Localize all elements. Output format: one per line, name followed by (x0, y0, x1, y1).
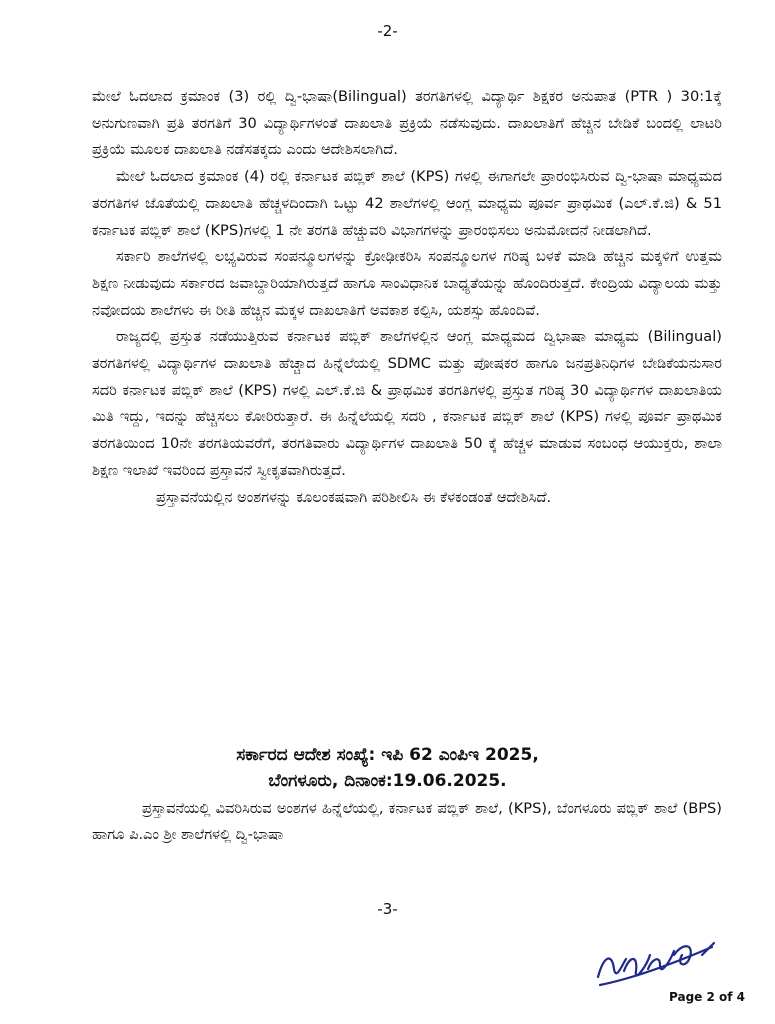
order-paragraph: ಪ್ರಸ್ತಾವನೆಯಲ್ಲಿ ವಿವರಿಸಿರುವ ಅಂಶಗಳ ಹಿನ್ನೆಲೆಯಲ್ಲಿ, ಕರ್ನಾಟಕ ಪಬ್ಲಿಕ್ ಶಾಲೆ, (KPS), ಬೆಂಗಳೂರು ಪಬ್ಲಿಕ್ ಶಾಲೆ (BPS) ಹಾಗೂ ಪಿ.ಎಂ ಶ್ರೀ ಶಾಲೆಗಳಲ್ಲಿ ದ್ವಿ-ಭಾಷಾ (92, 800, 722, 843)
page-number-top: -2- (377, 22, 398, 40)
order-place-date: ಬೆಂಗಳೂರು, ದಿನಾಂಕ:19.06.2025. (268, 771, 507, 791)
paragraph-ptr: ಮೇಲೆ ಓದಲಾದ ಕ್ರಮಾಂಕ (3) ರಲ್ಲಿ ದ್ವಿ-ಭಾಷಾ(Bilingual) ತರಗತಿಗಳಲ್ಲಿ ವಿದ್ಯಾರ್ಥಿ ಶಿಕ್ಷಕರ ಅನುಪಾತ (PTR ) 30:1ಕ್ಕೆ ಅನುಗುಣವಾಗಿ ಪ್ರತಿ ತರಗತಿಗೆ 30 ವಿದ್ಯಾರ್ಥಿಗಳಂತೆ ದಾಖಲಾತಿ ಪ್ರಕ್ರಿಯೆ ನಡೆಸುವುದು. ದಾಖಲಾತಿಗೆ ಹೆಚ್ಚಿನ ಬೇಡಿಕೆ ಬಂದಲ್ಲಿ ಲಾಟರಿ ಪ್ರಕ್ರಿಯೆ ಮೂಲಕ ದಾಖಲಾತಿ ನಡೆಸತಕ್ಕದು ಎಂದು ಆದೇಶಿಸಲಾಗಿದೆ. (92, 88, 722, 159)
page-footer: Page 2 of 4 (669, 990, 745, 1004)
paragraph-proposal: ರಾಜ್ಯದಲ್ಲಿ ಪ್ರಸ್ತುತ ನಡೆಯುತ್ತಿರುವ ಕರ್ನಾಟಕ ಪಬ್ಲಿಕ್ ಶಾಲೆಗಳಲ್ಲಿನ ಆಂಗ್ಲ ಮಾಧ್ಯಮದ ದ್ವಿಭಾಷಾ ಮಾಧ್ಯಮ (Bilingual) ತರಗತಿಗಳಲ್ಲಿ ವಿದ್ಯಾರ್ಥಿಗಳ ದಾಖಲಾತಿ ಹೆಚ್ಚಾದ ಹಿನ್ನೆಲೆಯಲ್ಲಿ SDMC ಮತ್ತು ಪೋಷಕರ ಹಾಗೂ ಜನಪ್ರತಿನಿಧಿಗಳ ಬೇಡಿಕೆಯನುಸಾರ ಸದರಿ ಕರ್ನಾಟಕ ಪಬ್ಲಿಕ್ ಶಾಲೆ (KPS) ಗಳಲ್ಲಿ ಎಲ್.ಕೆ.ಜಿ & ಪ್ರಾಥಮಿಕ ತರಗತಿಗಳಲ್ಲಿ ಪ್ರಸ್ತುತ ಗರಿಷ್ಠ 30 ವಿದ್ಯಾರ್ಥಿಗಳ ದಾಖಲಾತಿಯ ಮಿತಿ ಇದ್ದು, ಇದನ್ನು ಹೆಚ್ಚಿಸಲು ಕೋರಿರುತ್ತಾರೆ. ಈ ಹಿನ್ನೆಲೆಯಲ್ಲಿ ಸದರಿ , ಕರ್ನಾಟಕ ಪಬ್ಲಿಕ್ ಶಾಲೆ (KPS) ಗಳಲ್ಲಿ ಪೂರ್ವ ಪ್ರಾಥಮಿಕ ತರಗತಿಯಿಂದ 10ನೇ ತರಗತಿಯವರೆಗೆ, ತರಗತಿವಾರು ವಿದ್ಯಾರ್ಥಿಗಳ ದಾಖಲಾತಿ 50 ಕ್ಕೆ ಹೆಚ್ಚಳ ಮಾಡುವ ಸಂಬಂಧ ಆಯುಕ್ತರು, ಶಾಲಾ ಶಿಕ್ಷಣ ಇಲಾಖೆ ಇವರಿಂದ ಪ್ರಸ್ತಾವನೆ ಸ್ವೀಕೃತವಾಗಿರುತ್ತದೆ. (92, 328, 722, 479)
paragraph-kps-sections: ಮೇಲೆ ಓದಲಾದ ಕ್ರಮಾಂಕ (4) ರಲ್ಲಿ ಕರ್ನಾಟಕ ಪಬ್ಲಿಕ್ ಶಾಲೆ (KPS) ಗಳಲ್ಲಿ ಈಗಾಗಲೇ ಪ್ರಾರಂಭಿಸಿರುವ ದ್ವಿ-ಭಾಷಾ ಮಾಧ್ಯಮದ ತರಗತಿಗಳ ಜೊತೆಯಲ್ಲಿ ದಾಖಲಾತಿ ಹೆಚ್ಚಳದಿಂದಾಗಿ ಒಟ್ಟು 42 ಶಾಲೆಗಳಲ್ಲಿ ಆಂಗ್ಲ ಮಾಧ್ಯಮ ಪೂರ್ವ ಪ್ರಾಥಮಿಕ (ಎಲ್.ಕೆ.ಜಿ) & 51 ಕರ್ನಾಟಕ ಪಬ್ಲಿಕ್ ಶಾಲೆ (KPS)ಗಳಲ್ಲಿ 1 ನೇ ತರಗತಿ ಹೆಚ್ಚುವರಿ ವಿಭಾಗಗಳನ್ನು ಪ್ರಾರಂಭಿಸಲು ಅನುಮೋದನೆ ನೀಡಲಾಗಿದೆ. (92, 168, 722, 239)
paragraph-order-intro: ಪ್ರಸ್ತಾವನೆಯಲ್ಲಿನ ಅಂಶಗಳನ್ನು ಕೂಲಂಕಷವಾಗಿ ಪರಿಶೀಲಿಸಿ ಈ ಕೆಳಕಂಡಂತೆ ಆದೇಶಿಸಿದೆ. (156, 488, 552, 506)
order-heading (0, 742, 775, 794)
body-text (92, 84, 722, 511)
order-body (92, 796, 722, 848)
signature-icon (590, 925, 720, 995)
page-number-continuation: -3- (377, 900, 398, 918)
paragraph-resources: ಸರ್ಕಾರಿ ಶಾಲೆಗಳಲ್ಲಿ ಲಭ್ಯವಿರುವ ಸಂಪನ್ಮೂಲಗಳನ್ನು ಕ್ರೋಢೀಕರಿಸಿ ಸಂಪನ್ಮೂಲಗಳ ಗರಿಷ್ಠ ಬಳಕೆ ಮಾಡಿ ಹೆಚ್ಚಿನ ಮಕ್ಕಳಿಗೆ ಉತ್ತಮ ಶಿಕ್ಷಣ ನೀಡುವುದು ಸರ್ಕಾರದ ಜವಾಬ್ದಾರಿಯಾಗಿರುತ್ತದೆ ಹಾಗೂ ಸಾಂವಿಧಾನಿಕ ಬಾಧ್ಯತೆಯನ್ನು ಹೊಂದಿರುತ್ತದೆ. ಕೇಂದ್ರಿಯ ವಿದ್ಯಾಲಯ ಮತ್ತು ನವೋದಯ ಶಾಲೆಗಳು ಈ ರೀತಿ ಹೆಚ್ಚಿನ ಮಕ್ಕಳ ದಾಖಲಾತಿಗೆ ಅವಕಾಶ ಕಲ್ಪಿಸಿ, ಯಶಸ್ಸು ಹೊಂದಿವೆ. (92, 248, 722, 319)
order-number: ಸರ್ಕಾರದ ಆದೇಶ ಸಂಖ್ಯೆ: ಇಪಿ 62 ಎಂಪಿಇ 2025, (236, 745, 539, 765)
